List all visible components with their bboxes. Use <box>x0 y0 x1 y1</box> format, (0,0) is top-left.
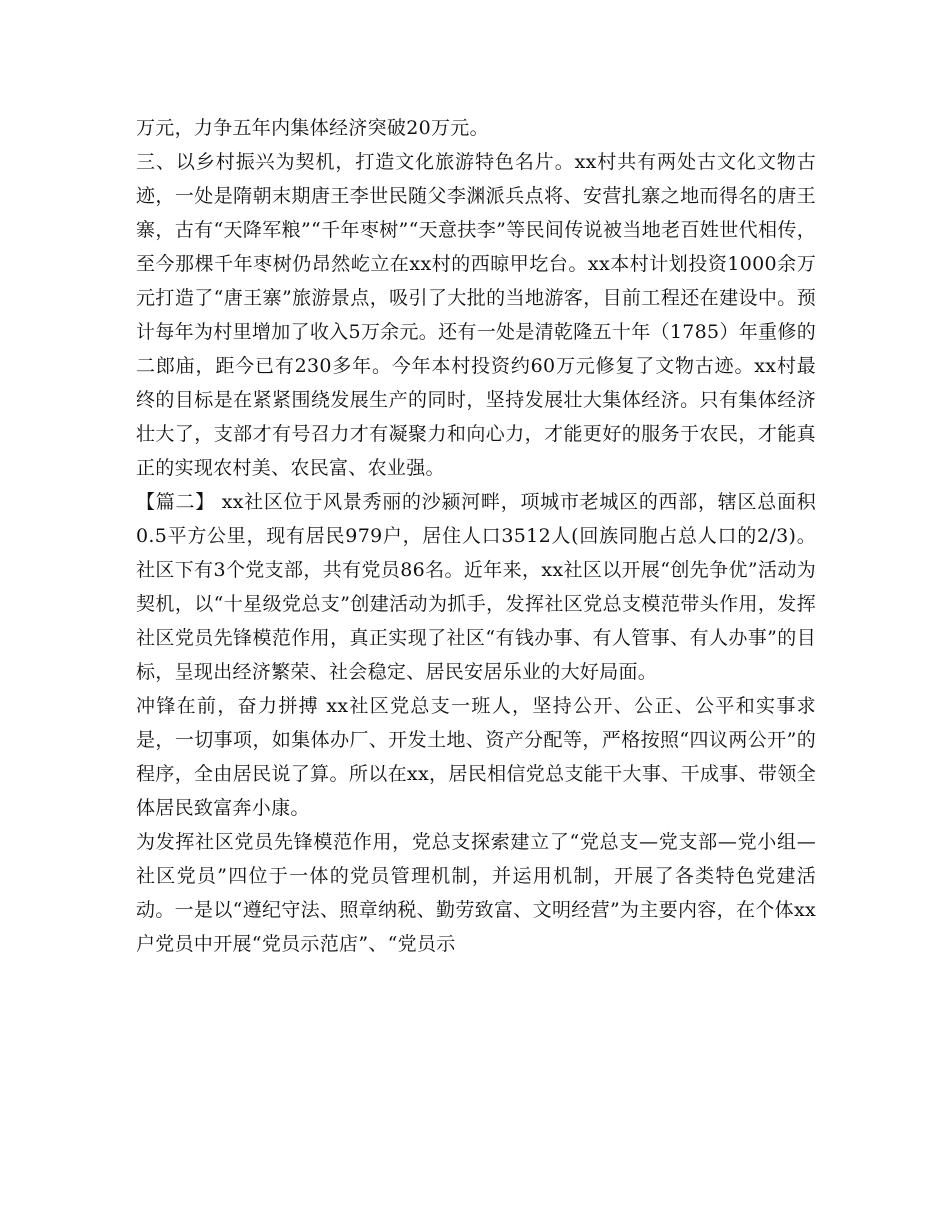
paragraph-party-member-role: 为发挥社区党员先锋模范作用，党总支探索建立了“党总支—党支部—党小组—社区党员”四位于一体的党员管理机制，并运用机制，开展了各类特色党建活动。一是以“遵纪守法、照章纳税、勤劳致富、文明经营”为主要内容，在个体xx户党员中开展“党员示范店”、“党员示 <box>136 831 816 955</box>
paragraph-part-two-intro: 【篇二】 xx社区位于风景秀丽的沙颍河畔，项城市老城区的西部，辖区总面积0.5平方公里，现有居民979户，居住人口3512人(回族同胞占总人口的2/3)。社区下有3个党支部，共有党员86名。近年来，xx社区以开展“创先争优”活动为契机，以“十星级党总支”创建活动为抓手，发挥社区党总支模范带头作用，发挥社区党员先锋模范作用，真正实现了社区“有钱办事、有人管事、有人办事”的目标，呈现出经济繁荣、社会稳定、居民安居乐业的大好局面。 <box>136 491 816 683</box>
document-body <box>136 111 816 961</box>
paragraph-rural-revitalization: 三、以乡村振兴为契机，打造文化旅游特色名片。xx村共有两处古文化文物古迹，一处是隋朝末期唐王李世民随父李渊派兵点将、安营扎寨之地而得名的唐王寨，古有“天降军粮”“千年枣树”“天意扶李”等民间传说被当地老百姓世代相传，至今那棵千年枣树仍昂然屹立在xx村的西晾甲圪台。xx本村计划投资1000余万元打造了“唐王寨”旅游景点，吸引了大批的当地游客，目前工程还在建设中。预计每年为村里增加了收入5万余元。还有一处是清乾隆五十年（1785）年重修的二郎庙，距今已有230多年。今年本村投资约60万元修复了文物古迹。xx村最终的目标是在紧紧围绕发展生产的同时，坚持发展壮大集体经济。只有集体经济壮大了，支部才有号召力才有凝聚力和向心力，才能更好的服务于农民，才能真正的实现农村美、农民富、农业强。 <box>136 151 816 479</box>
paragraph-continuation: 万元，力争五年内集体经济突破20万元。 <box>136 117 489 139</box>
paragraph-charge-forward: 冲锋在前，奋力拼搏 xx社区党总支一班人，坚持公开、公正、公平和实事求是，一切事项，如集体办厂、开发土地、资产分配等，严格按照“四议两公开”的程序，全由居民说了算。所以在xx，居民相信党总支能干大事、干成事、带领全体居民致富奔小康。 <box>136 695 816 819</box>
